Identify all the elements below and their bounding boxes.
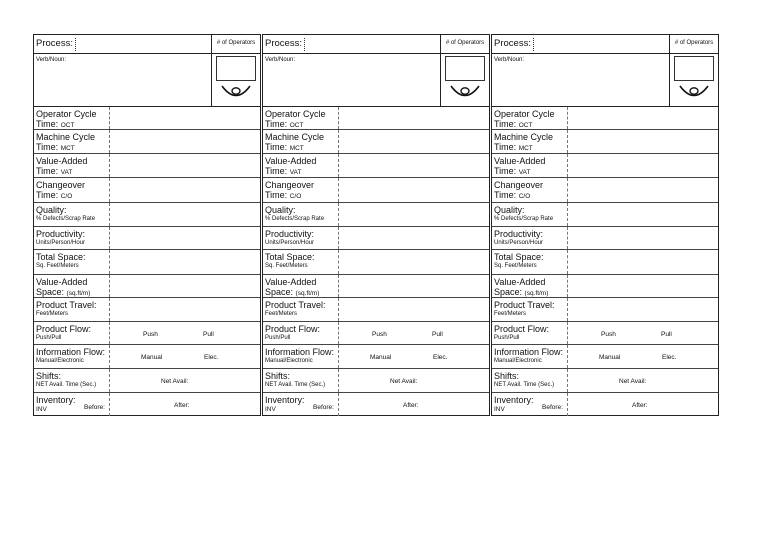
row-label [263, 393, 339, 416]
row-title: Shifts: [265, 371, 291, 381]
row-subtitle: Push/Pull [265, 335, 291, 341]
row-label [34, 393, 110, 416]
row-title: Product Flow: [36, 324, 92, 334]
row-abbrev: VAT [289, 169, 302, 176]
row-subtitle: Units/Person/Hour [265, 240, 315, 246]
row-abbrev: OCT [518, 122, 533, 129]
shifts-row [34, 369, 260, 393]
row-abbrev: OCT [60, 122, 75, 129]
row-label [492, 107, 568, 129]
information-flow-row [34, 345, 260, 369]
row-abbrev: C/O [60, 193, 73, 200]
row-prefix: Time: [36, 119, 59, 129]
changeover-time-row [263, 178, 489, 203]
row-prefix: Time: [36, 166, 59, 176]
operator-icon [447, 81, 483, 103]
row-label [34, 178, 110, 202]
row-label [492, 322, 568, 344]
row-label [34, 275, 110, 297]
row-label [34, 298, 110, 321]
row-subtitle: Manual/Electronic [36, 358, 84, 364]
row-label [263, 203, 339, 226]
push-option[interactable]: Push [372, 331, 387, 338]
pull-option[interactable]: Pull [432, 331, 443, 338]
row-title: Value-Added [265, 156, 317, 166]
row-abbrev: VAT [518, 169, 531, 176]
row-subtitle: % Defects/Scrap Rate [36, 216, 96, 222]
row-prefix: Time: [265, 166, 288, 176]
shifts-row [263, 369, 489, 393]
row-label [34, 250, 110, 274]
value-added-time-row [263, 154, 489, 178]
manual-option[interactable]: Manual [599, 354, 621, 361]
row-label [34, 154, 110, 177]
manual-option[interactable]: Manual [141, 354, 163, 361]
push-option[interactable]: Push [601, 331, 616, 338]
inventory-row [492, 393, 718, 416]
pull-option[interactable]: Pull [203, 331, 214, 338]
row-subtitle [36, 142, 109, 154]
row-title: Value-Added [36, 277, 88, 287]
row-title: Changeover [36, 180, 86, 190]
operators-cell [211, 35, 260, 107]
row-subtitle: Manual/Electronic [265, 358, 313, 364]
row-prefix: Time: [494, 190, 517, 200]
product-flow-row [492, 322, 718, 345]
row-label [492, 369, 568, 392]
pull-option[interactable]: Pull [661, 331, 672, 338]
row-abbrev: C/O [518, 193, 531, 200]
row-prefix: Time: [36, 190, 59, 200]
num-operators-label: # of Operators [674, 40, 714, 46]
row-title: Information Flow: [494, 347, 564, 357]
row-abbrev: MCT [60, 145, 75, 152]
row-title: Quality: [265, 205, 296, 215]
row-prefix: Time: [265, 142, 288, 152]
row-title: Inventory: [265, 395, 305, 405]
row-title: Value-Added [36, 156, 88, 166]
machine-cycle-time-row [34, 130, 260, 154]
row-label [492, 275, 568, 297]
row-label [34, 130, 110, 153]
operator-count-box[interactable] [445, 56, 485, 81]
row-subtitle: Feet/Meters [494, 311, 527, 317]
operator-cycle-time-row [263, 107, 489, 130]
row-subtitle: Push/Pull [494, 335, 520, 341]
row-label [492, 227, 568, 249]
row-subtitle [36, 190, 109, 202]
row-label [263, 130, 339, 153]
row-subtitle [265, 142, 338, 154]
row-label [34, 345, 110, 368]
row-title: Inventory: [494, 395, 534, 405]
row-subtitle [36, 166, 109, 178]
row-title: Product Flow: [265, 324, 321, 334]
num-operators-label: # of Operators [445, 40, 485, 46]
quality-row [263, 203, 489, 227]
row-label [263, 154, 339, 177]
before-label: Before: [542, 404, 563, 411]
row-title: Productivity: [265, 229, 315, 239]
operator-count-box[interactable] [216, 56, 256, 81]
inv-label: INV [36, 406, 47, 413]
num-operators-label: # of Operators [216, 40, 256, 46]
row-subtitle: Units/Person/Hour [494, 240, 544, 246]
row-subtitle: Units/Person/Hour [36, 240, 86, 246]
row-title: Operator Cycle [36, 109, 97, 119]
net-available-label[interactable]: Net Avail: [390, 378, 418, 385]
product-travel-row [34, 298, 260, 322]
row-title: Total Space: [265, 252, 315, 262]
row-label [492, 203, 568, 226]
changeover-time-row [492, 178, 718, 203]
value-added-space-row [34, 275, 260, 298]
row-title: Shifts: [36, 371, 62, 381]
row-subtitle: Feet/Meters [36, 311, 69, 317]
push-option[interactable]: Push [143, 331, 158, 338]
verb-noun-area[interactable] [263, 54, 443, 107]
row-subtitle: Sq. Feet/Meters [494, 263, 537, 269]
product-travel-row [492, 298, 718, 322]
after-label[interactable]: After: [174, 402, 190, 409]
row-abbrev: (sq.ft/m) [66, 290, 91, 297]
row-prefix: Time: [36, 142, 59, 152]
row-subtitle: Sq. Feet/Meters [36, 263, 79, 269]
row-subtitle: Sq. Feet/Meters [265, 263, 308, 269]
row-subtitle: Push/Pull [36, 335, 62, 341]
information-flow-row [263, 345, 489, 369]
process-input[interactable] [532, 35, 667, 53]
row-label [34, 203, 110, 226]
total-space-row [34, 250, 260, 275]
electronic-option[interactable]: Elec. [662, 354, 677, 361]
row-label [492, 178, 568, 202]
after-label[interactable]: After: [632, 402, 648, 409]
verb-noun-area[interactable] [34, 54, 214, 107]
row-title: Information Flow: [265, 347, 335, 357]
information-flow-row [492, 345, 718, 369]
process-label: Process: [265, 38, 302, 49]
process-box-1 [33, 34, 261, 416]
row-prefix: Space: [265, 287, 294, 297]
row-label [492, 250, 568, 274]
row-title: Changeover [494, 180, 544, 190]
row-subtitle: Manual/Electronic [494, 358, 542, 364]
row-label [34, 107, 110, 129]
operator-cycle-time-row [492, 107, 718, 130]
machine-cycle-time-row [492, 130, 718, 154]
productivity-row [263, 227, 489, 250]
row-prefix: Space: [36, 287, 65, 297]
changeover-time-row [34, 178, 260, 203]
row-abbrev: C/O [289, 193, 302, 200]
row-title: Productivity: [494, 229, 544, 239]
row-title: Product Flow: [494, 324, 550, 334]
row-label [263, 322, 339, 344]
total-space-row [492, 250, 718, 275]
verb-noun-label: Verb/Noun: [36, 57, 67, 63]
row-title: Operator Cycle [265, 109, 326, 119]
net-available-label[interactable]: Net Avail: [619, 378, 647, 385]
machine-cycle-time-row [263, 130, 489, 154]
operator-icon [676, 81, 712, 103]
row-title: Value-Added [265, 277, 317, 287]
row-subtitle [494, 166, 567, 178]
row-prefix: Space: [494, 287, 523, 297]
row-label [492, 298, 568, 321]
row-title: Product Travel: [494, 300, 555, 310]
row-title: Information Flow: [36, 347, 106, 357]
row-label [263, 250, 339, 274]
productivity-row [492, 227, 718, 250]
row-abbrev: (sq.ft/m) [295, 290, 320, 297]
net-available-label[interactable]: Net Avail: [161, 378, 189, 385]
row-label [263, 298, 339, 321]
row-title: Product Travel: [36, 300, 97, 310]
product-flow-row [34, 322, 260, 345]
quality-row [492, 203, 718, 227]
total-space-row [263, 250, 489, 275]
inventory-row [263, 393, 489, 416]
process-input[interactable] [303, 35, 438, 53]
row-abbrev: OCT [289, 122, 304, 129]
process-label: Process: [36, 38, 73, 49]
row-title: Machine Cycle [494, 132, 554, 142]
row-title: Inventory: [36, 395, 76, 405]
row-prefix: Time: [494, 119, 517, 129]
operator-icon [218, 81, 254, 103]
row-label [263, 369, 339, 392]
row-subtitle: NET Avail. Time (Sec.) [36, 382, 97, 388]
row-title: Value-Added [494, 156, 546, 166]
shifts-row [492, 369, 718, 393]
electronic-option[interactable]: Elec. [433, 354, 448, 361]
row-subtitle [265, 166, 338, 178]
row-subtitle [265, 190, 338, 202]
row-subtitle: % Defects/Scrap Rate [494, 216, 554, 222]
row-title: Total Space: [494, 252, 544, 262]
row-abbrev: MCT [289, 145, 304, 152]
row-label [34, 322, 110, 344]
row-prefix: Time: [494, 166, 517, 176]
row-title: Shifts: [494, 371, 520, 381]
row-label [34, 227, 110, 249]
row-label [34, 369, 110, 392]
row-label [263, 227, 339, 249]
row-label [263, 107, 339, 129]
row-label [263, 345, 339, 368]
value-added-time-row [492, 154, 718, 178]
productivity-row [34, 227, 260, 250]
before-label: Before: [313, 404, 334, 411]
row-title: Machine Cycle [265, 132, 325, 142]
after-label[interactable]: After: [403, 402, 419, 409]
row-subtitle [494, 190, 567, 202]
product-flow-row [263, 322, 489, 345]
row-subtitle: NET Avail. Time (Sec.) [265, 382, 326, 388]
process-box-3 [491, 34, 719, 416]
row-subtitle [494, 142, 567, 154]
row-prefix: Time: [494, 142, 517, 152]
value-added-space-row [492, 275, 718, 298]
row-title: Operator Cycle [494, 109, 555, 119]
value-added-space-row [263, 275, 489, 298]
row-prefix: Time: [265, 190, 288, 200]
row-label [492, 130, 568, 153]
row-label [492, 393, 568, 416]
row-title: Changeover [265, 180, 315, 190]
row-title: Quality: [36, 205, 67, 215]
row-abbrev: MCT [518, 145, 533, 152]
row-title: Value-Added [494, 277, 546, 287]
process-label: Process: [494, 38, 531, 49]
verb-noun-label: Verb/Noun: [265, 57, 296, 63]
row-abbrev: VAT [60, 169, 73, 176]
before-label: Before: [84, 404, 105, 411]
row-title: Product Travel: [265, 300, 326, 310]
product-travel-row [263, 298, 489, 322]
inv-label: INV [494, 406, 505, 413]
manual-option[interactable]: Manual [370, 354, 392, 361]
row-title: Quality: [494, 205, 525, 215]
operators-cell [440, 35, 489, 107]
operator-count-box[interactable] [674, 56, 714, 81]
row-label [492, 345, 568, 368]
row-abbrev: (sq.ft/m) [524, 290, 549, 297]
row-label [492, 154, 568, 177]
row-subtitle: Feet/Meters [265, 311, 298, 317]
row-prefix: Time: [265, 119, 288, 129]
operators-cell [669, 35, 718, 107]
inventory-row [34, 393, 260, 416]
verb-noun-area[interactable] [492, 54, 672, 107]
row-label [263, 178, 339, 202]
row-subtitle: % Defects/Scrap Rate [265, 216, 325, 222]
row-title: Productivity: [36, 229, 86, 239]
operator-cycle-time-row [34, 107, 260, 130]
inv-label: INV [265, 406, 276, 413]
value-added-time-row [34, 154, 260, 178]
row-subtitle: NET Avail. Time (Sec.) [494, 382, 555, 388]
row-title: Total Space: [36, 252, 86, 262]
quality-row [34, 203, 260, 227]
process-input[interactable] [74, 35, 209, 53]
row-title: Machine Cycle [36, 132, 96, 142]
row-label [263, 275, 339, 297]
process-box-2 [262, 34, 490, 416]
electronic-option[interactable]: Elec. [204, 354, 219, 361]
verb-noun-label: Verb/Noun: [494, 57, 525, 63]
